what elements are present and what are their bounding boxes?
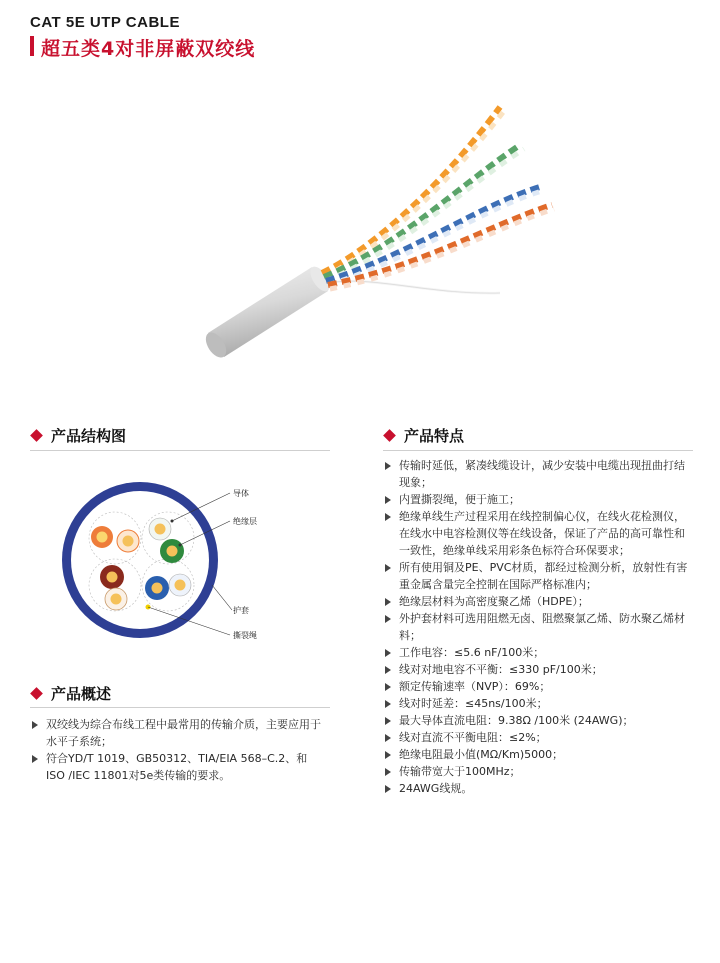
list-item: 内置撕裂绳，便于施工；: [383, 491, 693, 508]
label-conductor: 导体: [233, 489, 249, 498]
list-item: 传输时延低，紧凑线缆设计，减少安装中电缆出现扭曲打结现象；: [383, 457, 693, 491]
overview-heading: 产品概述: [30, 683, 111, 704]
list-item: 线对时延差：≤45ns/100米；: [383, 695, 693, 712]
list-item: 工作电容：≤5.6 nF/100米；: [383, 644, 693, 661]
structure-heading: 产品结构图: [30, 425, 126, 446]
title-accent-bar: [30, 36, 34, 56]
list-item: 所有使用铜及PE、PVC材质，都经过检测分析，放射性有害重金属含量完全控制在国际严格标准内；: [383, 559, 693, 593]
list-item: 线对对地电容不平衡：≤330 pF/100米；: [383, 661, 693, 678]
list-item: 双绞线为综合布线工程中最常用的传输介质，主要应用于水平子系统；: [30, 716, 322, 750]
label-jacket: 护套: [233, 606, 249, 615]
cable-product-image: [200, 95, 560, 375]
list-item: 绝缘单线生产过程采用在线控制偏心仪，在线火花检测仪，在线水中电容检测仪等在线设备，保证了产品的高可靠性和一致性，绝缘单线采用彩条色标符合环保要求；: [383, 508, 693, 559]
features-list: [383, 457, 693, 797]
features-heading: 产品特点: [383, 425, 464, 446]
label-insulation: 绝缘层: [233, 517, 257, 526]
list-item: 额定传输速率（NVP）：69%；: [383, 678, 693, 695]
list-item: 线对直流不平衡电阻：≤2%；: [383, 729, 693, 746]
overview-list: [30, 716, 322, 784]
list-item: 传输带宽大于100MHz；: [383, 763, 693, 780]
diamond-bullet-icon: [383, 429, 396, 442]
structure-divider: [30, 450, 330, 451]
features-divider: [383, 450, 693, 451]
diamond-bullet-icon: [30, 687, 43, 700]
list-item: 绝缘层材料为高密度聚乙烯（HDPE）；: [383, 593, 693, 610]
title-chinese: 超五类4对非屏蔽双绞线: [41, 38, 256, 60]
cable-cross-section-diagram: [60, 475, 260, 645]
label-ripcord: 撕裂绳: [233, 631, 257, 640]
list-item: 绝缘电阻最小值(MΩ/Km)5000；: [383, 746, 693, 763]
list-item: 符合YD/T 1019、GB50312、TIA/EIA 568–C.2、和ISO /IEC 11801对5e类传输的要求。: [30, 750, 322, 784]
diamond-bullet-icon: [30, 429, 43, 442]
overview-divider: [30, 707, 330, 708]
list-item: 24AWG线规。: [383, 780, 693, 797]
list-item: 最大导体直流电阻：9.38Ω /100米 (24AWG)；: [383, 712, 693, 729]
title-english: CAT 5E UTP CABLE: [30, 14, 180, 31]
list-item: 外护套材料可选用阻燃无卤、阻燃聚氯乙烯、防水聚乙烯材料；: [383, 610, 693, 644]
